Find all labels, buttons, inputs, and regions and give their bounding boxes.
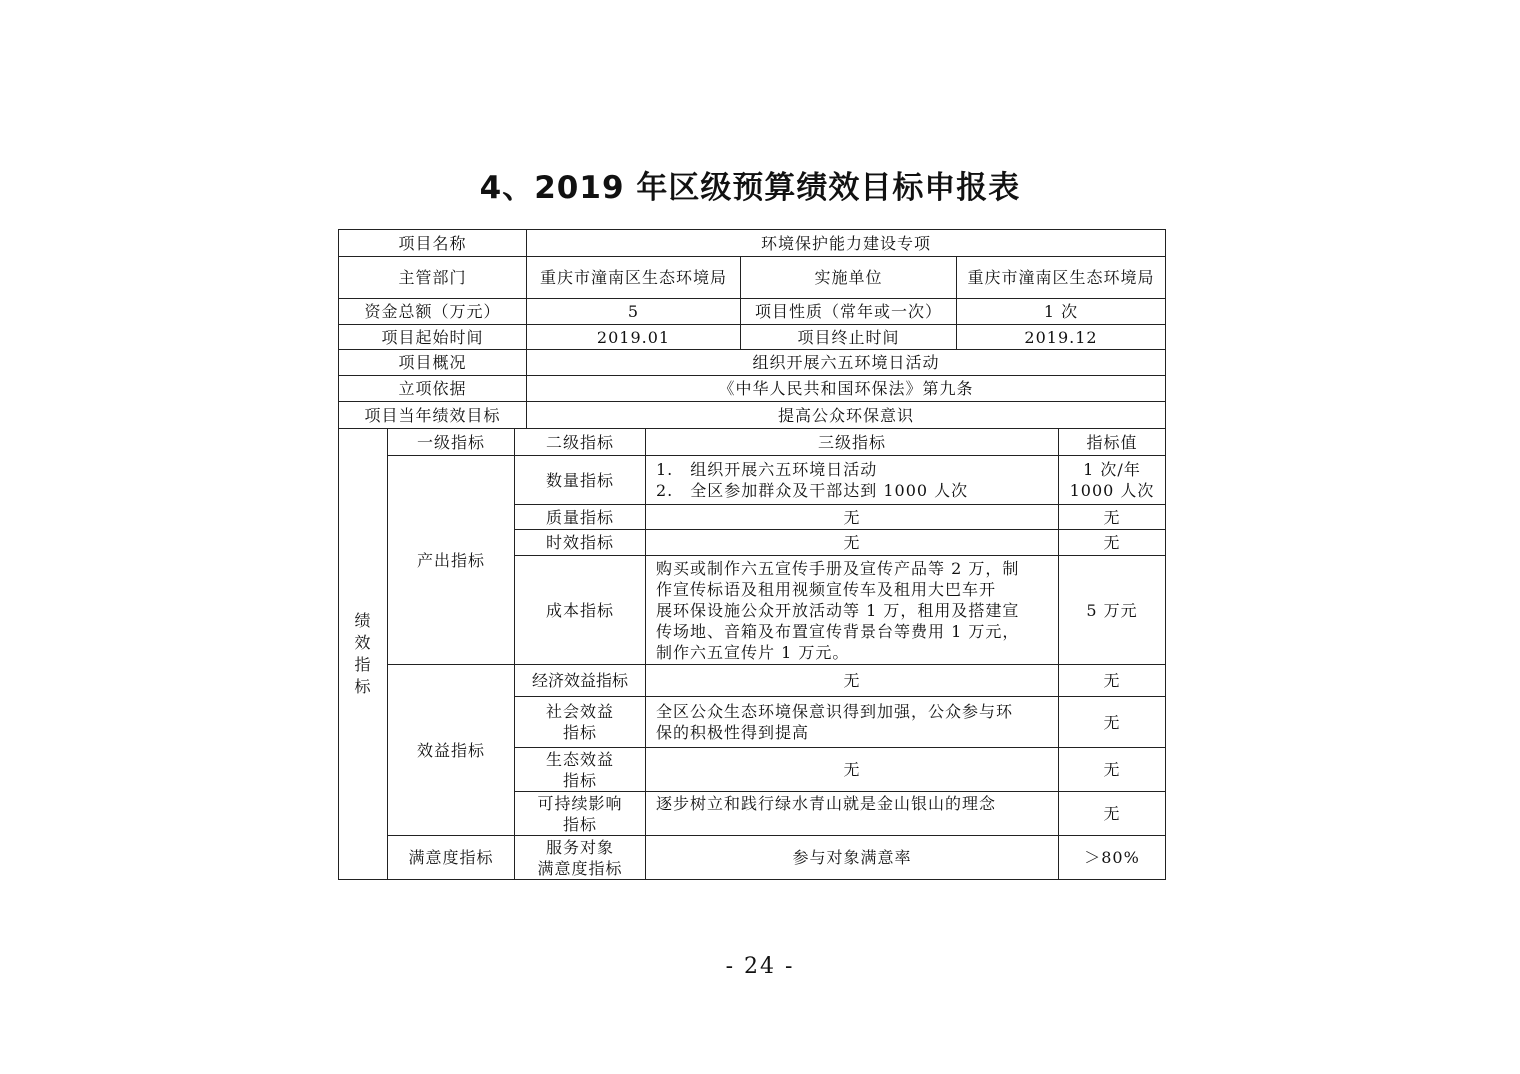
service-content: 参与对象满意率	[646, 836, 1059, 880]
economic-value: 无	[1059, 665, 1166, 697]
indicators-table	[338, 428, 1166, 880]
basis-label: 立项依据	[339, 376, 527, 402]
project-name-value: 环境保护能力建设专项	[527, 230, 1166, 257]
funds-value: 5	[527, 299, 741, 325]
basis-value: 《中华人民共和国环保法》第九条	[527, 376, 1166, 402]
social-label: 社会效益 指标	[515, 697, 646, 748]
economic-label: 经济效益指标	[515, 665, 646, 697]
dept-value: 重庆市潼南区生态环境局	[527, 257, 741, 299]
timeliness-value: 无	[1059, 530, 1166, 556]
quantity-label: 数量指标	[515, 456, 646, 505]
output-indicator-label: 产出指标	[388, 456, 515, 665]
satisfaction-indicator-label: 满意度指标	[388, 836, 515, 880]
overview-label: 项目概况	[339, 350, 527, 376]
funds-label: 资金总额（万元）	[339, 299, 527, 325]
timeliness-label: 时效指标	[515, 530, 646, 556]
service-value: ＞80%	[1059, 836, 1166, 880]
nature-value: 1 次	[957, 299, 1166, 325]
quantity-content: 1. 组织开展六五环境日活动 2. 全区参加群众及干部达到 1000 人次	[646, 456, 1059, 505]
economic-content: 无	[646, 665, 1059, 697]
timeliness-content: 无	[646, 530, 1059, 556]
sustainable-content: 逐步树立和践行绿水青山就是金山银山的理念	[646, 792, 1059, 836]
page-number: - 24 -	[725, 954, 795, 979]
social-content: 全区公众生态环境保意识得到加强，公众参与环 保的积极性得到提高	[646, 697, 1059, 748]
cost-label: 成本指标	[515, 556, 646, 665]
cost-value: 5 万元	[1059, 556, 1166, 665]
service-label: 服务对象 满意度指标	[515, 836, 646, 880]
start-label: 项目起始时间	[339, 325, 527, 350]
document-title: 4、2019 年区级预算绩效目标申报表	[479, 170, 1021, 206]
start-value: 2019.01	[527, 325, 741, 350]
quality-value: 无	[1059, 505, 1166, 530]
header-level3: 三级指标	[646, 429, 1059, 456]
header-value: 指标值	[1059, 429, 1166, 456]
goal-label: 项目当年绩效目标	[339, 402, 527, 429]
project-info-table	[338, 229, 1166, 429]
overview-value: 组织开展六五环境日活动	[527, 350, 1166, 376]
dept-label: 主管部门	[339, 257, 527, 299]
goal-value: 提高公众环保意识	[527, 402, 1166, 429]
end-label: 项目终止时间	[741, 325, 957, 350]
nature-label: 项目性质（常年或一次）	[741, 299, 957, 325]
end-value: 2019.12	[957, 325, 1166, 350]
performance-indicators-label: 绩 效 指 标	[339, 429, 388, 880]
ecological-content: 无	[646, 748, 1059, 792]
sustainable-value: 无	[1059, 792, 1166, 836]
project-name-label: 项目名称	[339, 230, 527, 257]
social-value: 无	[1059, 697, 1166, 748]
ecological-value: 无	[1059, 748, 1166, 792]
quality-content: 无	[646, 505, 1059, 530]
impl-label: 实施单位	[741, 257, 957, 299]
cost-content: 购买或制作六五宣传手册及宣传产品等 2 万，制 作宣传标语及租用视频宣传车及租用大巴车开 展环保设施公众开放活动等 1 万，租用及搭建宣 传场地、音箱及布置宣传背景台等费用 1 万元， 制作六五宣传片 1 万元。	[646, 556, 1059, 665]
benefit-indicator-label: 效益指标	[388, 665, 515, 836]
sustainable-label: 可持续影响 指标	[515, 792, 646, 836]
impl-value: 重庆市潼南区生态环境局	[957, 257, 1166, 299]
header-level2: 二级指标	[515, 429, 646, 456]
ecological-label: 生态效益 指标	[515, 748, 646, 792]
quality-label: 质量指标	[515, 505, 646, 530]
header-level1: 一级指标	[388, 429, 515, 456]
quantity-value: 1 次/年 1000 人次	[1059, 456, 1166, 505]
